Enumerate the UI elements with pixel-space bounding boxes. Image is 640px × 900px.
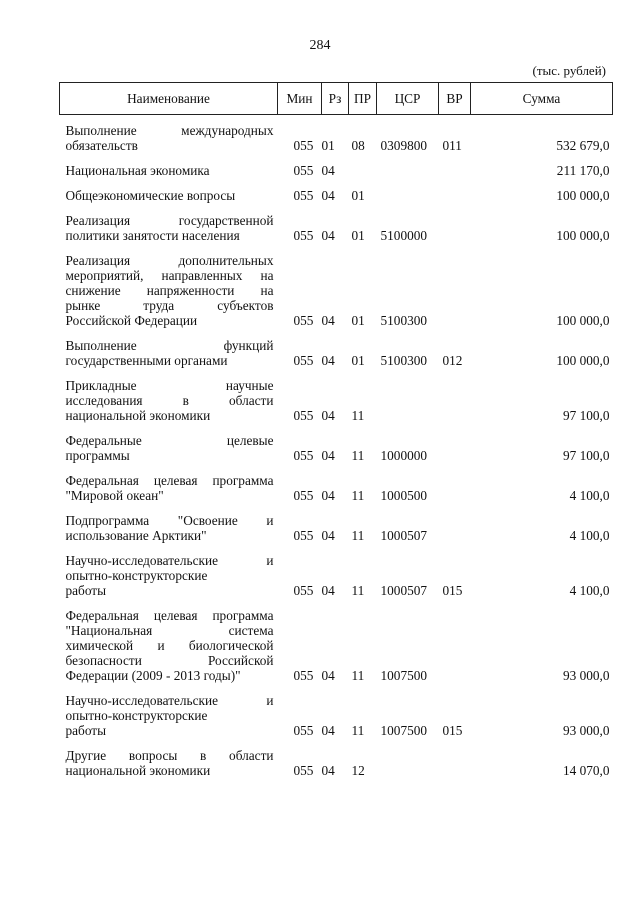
units-label: (тыс. рублей) xyxy=(532,63,606,78)
row-rz: 04 xyxy=(321,408,335,423)
table-row xyxy=(60,553,613,608)
row-name-line: Реализация государственной xyxy=(65,213,274,228)
table-row xyxy=(60,748,613,788)
row-name xyxy=(60,378,278,433)
row-sum: 211 170,0 xyxy=(556,163,610,178)
row-name xyxy=(60,748,278,788)
row-csr: 1000500 xyxy=(380,488,428,503)
row-vr xyxy=(439,608,471,693)
row-min: 055 xyxy=(293,353,314,368)
row-name-line: Федеральные целевые xyxy=(65,433,274,448)
row-min: 055 xyxy=(293,583,314,598)
row-vr xyxy=(439,748,471,788)
header-min: Мин xyxy=(278,83,322,115)
row-csr xyxy=(377,188,439,213)
table-row xyxy=(60,513,613,553)
row-name-line: "Национальная система xyxy=(65,623,274,638)
row-csr: 0309800 xyxy=(380,138,428,153)
table-row xyxy=(60,473,613,513)
row-rz: 04 xyxy=(321,188,335,203)
row-name xyxy=(60,608,278,693)
row-pr: 08 xyxy=(351,138,365,153)
row-pr: 01 xyxy=(351,188,365,203)
row-name-line: Общеэкономические вопросы xyxy=(65,188,236,203)
row-name-line: государственными органами xyxy=(65,353,228,368)
table-header xyxy=(60,83,613,115)
row-vr: 012 xyxy=(442,353,463,368)
row-rz: 04 xyxy=(321,448,335,463)
row-csr: 1000000 xyxy=(380,448,428,463)
row-min: 055 xyxy=(293,488,314,503)
row-vr xyxy=(439,253,471,338)
row-csr: 1000507 xyxy=(380,583,428,598)
row-name-line: национальной экономики xyxy=(65,408,211,423)
row-sum: 100 000,0 xyxy=(556,353,610,368)
row-name xyxy=(60,338,278,378)
row-name-line: опытно-конструкторские xyxy=(65,568,208,583)
row-min: 055 xyxy=(293,228,314,243)
row-csr xyxy=(377,378,439,433)
table-row xyxy=(60,338,613,378)
row-csr: 1000507 xyxy=(380,528,428,543)
row-name-line: рынке труда субъектов xyxy=(65,298,274,313)
row-min: 055 xyxy=(293,188,314,203)
row-pr: 11 xyxy=(351,583,365,598)
row-vr xyxy=(439,213,471,253)
row-vr: 015 xyxy=(442,723,463,738)
row-rz: 04 xyxy=(321,583,335,598)
row-name-line: мероприятий, направленных на xyxy=(65,268,274,283)
row-name xyxy=(60,693,278,748)
row-sum: 97 100,0 xyxy=(562,448,610,463)
row-min: 055 xyxy=(293,528,314,543)
header-vr: ВР xyxy=(439,83,471,115)
row-vr xyxy=(439,473,471,513)
row-min: 055 xyxy=(293,408,314,423)
row-vr: 015 xyxy=(442,583,463,598)
row-name-line: опытно-конструкторские xyxy=(65,708,208,723)
row-min: 055 xyxy=(293,723,314,738)
row-name-line: работы xyxy=(65,723,107,738)
row-csr: 1007500 xyxy=(380,668,428,683)
row-vr xyxy=(439,163,471,188)
row-name-line: Научно-исследовательские и xyxy=(65,693,274,708)
row-rz: 04 xyxy=(321,488,335,503)
row-rz: 04 xyxy=(321,763,335,778)
row-name xyxy=(60,513,278,553)
row-sum: 93 000,0 xyxy=(562,723,610,738)
row-min: 055 xyxy=(293,163,314,178)
row-name xyxy=(60,553,278,608)
row-name-line: Выполнение международных xyxy=(65,123,274,138)
table-row xyxy=(60,608,613,693)
row-name xyxy=(60,473,278,513)
row-name-line: "Мировой океан" xyxy=(65,488,164,503)
row-name-line: Другие вопросы в области xyxy=(65,748,274,763)
table-row xyxy=(60,433,613,473)
table-row xyxy=(60,213,613,253)
header-rz: Рз xyxy=(322,83,349,115)
header-pr: ПР xyxy=(349,83,377,115)
row-csr: 5100300 xyxy=(380,353,428,368)
row-sum: 4 100,0 xyxy=(569,583,610,598)
row-name xyxy=(60,213,278,253)
table-row xyxy=(60,115,613,164)
row-name xyxy=(60,433,278,473)
row-pr: 01 xyxy=(351,313,365,328)
page-number: 284 xyxy=(309,38,331,53)
row-pr: 12 xyxy=(351,763,365,778)
row-rz: 04 xyxy=(321,163,335,178)
row-name-line: национальной экономики xyxy=(65,763,211,778)
row-sum: 100 000,0 xyxy=(556,228,610,243)
row-name-line: Научно-исследовательские и xyxy=(65,553,274,568)
row-sum: 100 000,0 xyxy=(556,188,610,203)
table-body xyxy=(60,115,613,789)
row-csr xyxy=(377,163,439,188)
header-sum: Сумма xyxy=(471,83,613,115)
row-name-line: снижение напряженности на xyxy=(65,283,274,298)
row-name-line: Федеральная целевая программа xyxy=(65,473,274,488)
row-name-line: использование Арктики" xyxy=(65,528,207,543)
table-row xyxy=(60,253,613,338)
row-name-line: Реализация дополнительных xyxy=(65,253,274,268)
budget-table xyxy=(59,82,613,788)
row-rz: 04 xyxy=(321,353,335,368)
row-min: 055 xyxy=(293,448,314,463)
row-rz: 01 xyxy=(321,138,335,153)
row-name-line: обязательств xyxy=(65,138,138,153)
row-rz: 04 xyxy=(321,668,335,683)
row-vr xyxy=(439,433,471,473)
row-pr xyxy=(349,163,377,188)
row-name xyxy=(60,115,278,164)
row-sum: 4 100,0 xyxy=(569,488,610,503)
row-name-line: химической и биологической xyxy=(65,638,274,653)
row-csr: 5100000 xyxy=(380,228,428,243)
row-min: 055 xyxy=(293,668,314,683)
row-rz: 04 xyxy=(321,723,335,738)
row-name xyxy=(60,163,278,188)
row-name xyxy=(60,188,278,213)
row-pr: 11 xyxy=(351,408,365,423)
row-pr: 11 xyxy=(351,668,365,683)
row-name-line: Российской Федерации xyxy=(65,313,198,328)
row-rz: 04 xyxy=(321,313,335,328)
row-vr: 011 xyxy=(442,138,462,153)
row-sum: 532 679,0 xyxy=(556,138,610,153)
table-row xyxy=(60,163,613,188)
row-vr xyxy=(439,378,471,433)
row-name-line: работы xyxy=(65,583,107,598)
row-name xyxy=(60,253,278,338)
row-pr: 11 xyxy=(351,488,365,503)
row-name-line: Национальная экономика xyxy=(65,163,210,178)
row-sum: 97 100,0 xyxy=(562,408,610,423)
header-csr: ЦСР xyxy=(377,83,439,115)
table-row xyxy=(60,378,613,433)
row-pr: 01 xyxy=(351,353,365,368)
row-name-line: политики занятости населения xyxy=(65,228,240,243)
header-name: Наименование xyxy=(60,83,278,115)
row-pr: 01 xyxy=(351,228,365,243)
table-row xyxy=(60,188,613,213)
row-pr: 11 xyxy=(351,723,365,738)
row-name-line: безопасности Российской xyxy=(65,653,274,668)
row-rz: 04 xyxy=(321,228,335,243)
row-name-line: Выполнение функций xyxy=(65,338,274,353)
row-csr: 5100300 xyxy=(380,313,428,328)
row-name-line: исследования в области xyxy=(65,393,274,408)
row-pr: 11 xyxy=(351,448,365,463)
row-name-line: Подпрограмма "Освоение и xyxy=(65,513,274,528)
row-csr xyxy=(377,748,439,788)
row-name-line: Федеральная целевая программа xyxy=(65,608,274,623)
row-sum: 100 000,0 xyxy=(556,313,610,328)
row-sum: 14 070,0 xyxy=(562,763,610,778)
table-row xyxy=(60,693,613,748)
row-sum: 93 000,0 xyxy=(562,668,610,683)
row-pr: 11 xyxy=(351,528,365,543)
row-rz: 04 xyxy=(321,528,335,543)
row-sum: 4 100,0 xyxy=(569,528,610,543)
row-vr xyxy=(439,188,471,213)
row-name-line: Федерации (2009 - 2013 годы)" xyxy=(65,668,241,683)
row-min: 055 xyxy=(293,138,314,153)
row-name-line: программы xyxy=(65,448,130,463)
row-min: 055 xyxy=(293,313,314,328)
row-name-line: Прикладные научные xyxy=(65,378,274,393)
row-csr: 1007500 xyxy=(380,723,428,738)
row-min: 055 xyxy=(293,763,314,778)
row-vr xyxy=(439,513,471,553)
